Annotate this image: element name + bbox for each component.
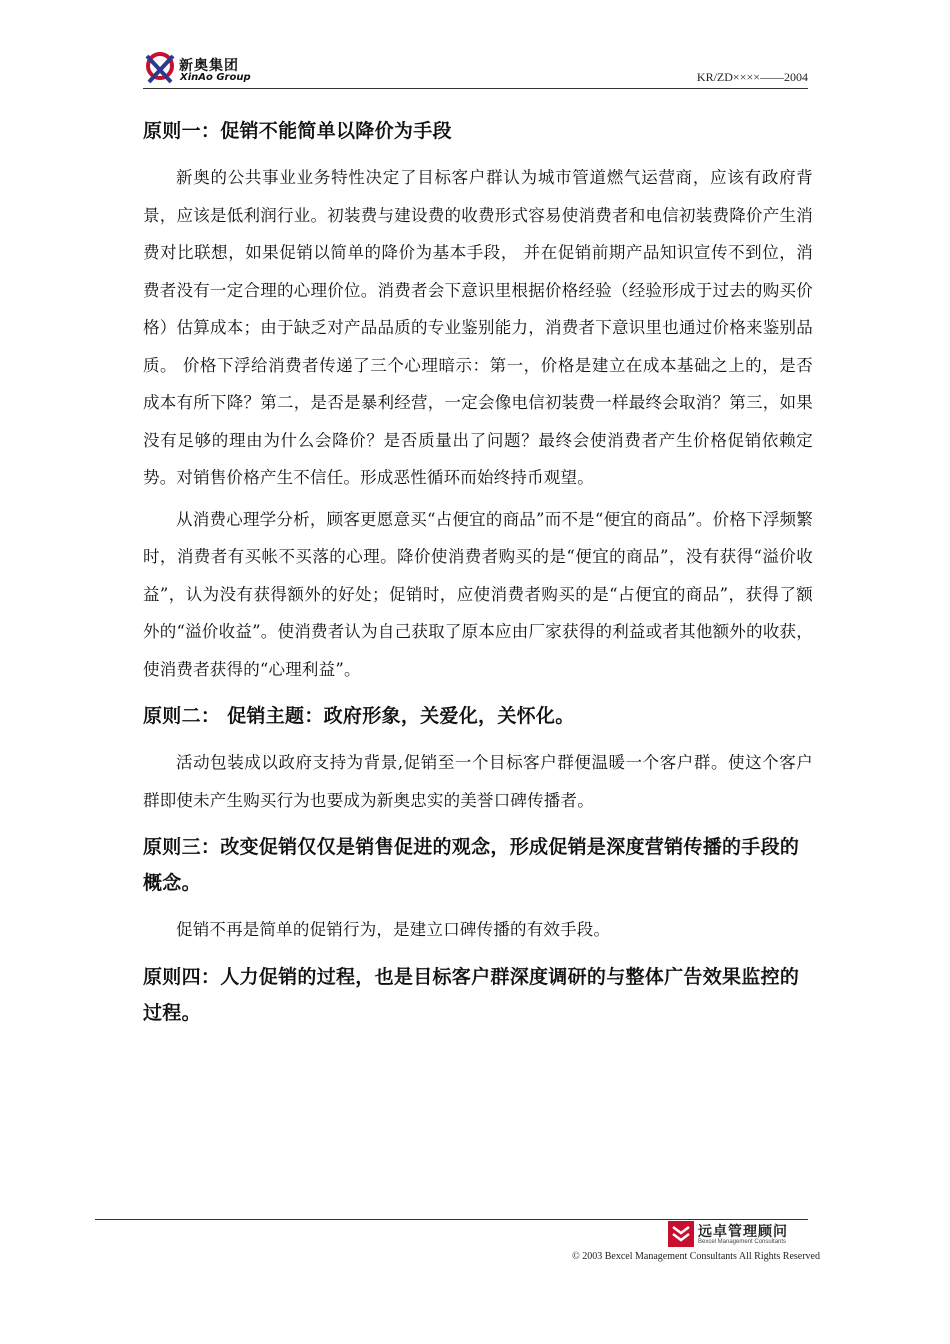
bexcel-logo: [668, 1219, 818, 1249]
bexcel-chinese-name: 远卓管理顾问: [698, 1224, 788, 1240]
principle-4-heading: 原则四：人力促销的过程，也是目标客户群深度调研的与整体广告效果监控的过程。: [143, 965, 800, 1024]
principle-3-heading: 原则三：改变促销仅仅是销售促进的观念，形成促销是深度营销传播的手段的概念。: [143, 836, 800, 894]
copyright-notice: © 2003 Bexcel Management Consultants All Rights Reserved: [572, 1251, 820, 1262]
principle-1-paragraph-1: 新奥的公共事业业务特性决定了目标客户群认为城市管道燃气运营商，应该有政府背景，应该是低利润行业。初装费与建设费的收费形式容易使消费者和电信初装费降价产生消费对比联想，如果促销以简单的降价为基本手段， 并在促销前期产品知识宣传不到位，消费者没有一定合理的心理价位。消费者会下意识里根据价格经验（经验形成于过去的购买价格）估算成本；由于缺乏对产品品质的专业鉴别能力，消费者下意识里也通过价格来鉴别品质。 价格下浮给消费者传递了三个心理暗示：第一，价格是建立在成本基础之上的，是否成本有所下降？第二，是否是暴利经营，一定会像电信初装费一样最终会取消？第三，如果没有足够的理由为什么会降价？是否质量出了问题？最终会使消费者产生价格促销依赖定势。对销售价格产生不信任。形成恶性循环而始终持币观望。: [143, 168, 813, 487]
xinao-logo-icon: [143, 52, 177, 86]
header-divider: [143, 88, 808, 89]
document-code: KR/ZD××××——2004: [696, 70, 808, 84]
bexcel-english-name: Bexcel Management Consultants: [698, 1239, 787, 1245]
logo-chinese-name: 新奥集团: [179, 58, 239, 74]
page-header: [143, 48, 808, 90]
principle-2-paragraph-1: 活动包装成以政府支持为背景,促销至一个目标客户群便温暖一个客户群。使这个客户群即使未产生购买行为也要成为新奥忠实的美誉口碑传播者。: [143, 753, 813, 810]
principle-3-paragraph-1: 促销不再是简单的促销行为，是建立口碑传播的有效手段。: [176, 920, 611, 939]
xinao-logo: [143, 52, 253, 88]
principle-1-heading: 原则一：促销不能简单以降价为手段: [143, 120, 452, 142]
bexcel-logo-icon: [668, 1221, 694, 1247]
logo-english-name: XinAo Group: [180, 72, 251, 83]
principle-2-heading: 原则二： 促销主题：政府形象，关爱化，关怀化。: [143, 705, 575, 727]
principle-1-paragraph-2: 从消费心理学分析，顾客更愿意买“占便宜的商品”而不是“便宜的商品”。价格下浮频繁时，消费者有买帐不买落的心理。降价使消费者购买的是“便宜的商品”，没有获得“溢价收益”，认为没有获得额外的好处；促销时，应使消费者购买的是“占便宜的商品”，获得了额外的“溢价收益”。使消费者认为自己获取了原本应由厂家获得的利益或者其他额外的收获，使消费者获得的“心理利益”。: [143, 509, 813, 679]
document-body: [143, 113, 813, 1031]
